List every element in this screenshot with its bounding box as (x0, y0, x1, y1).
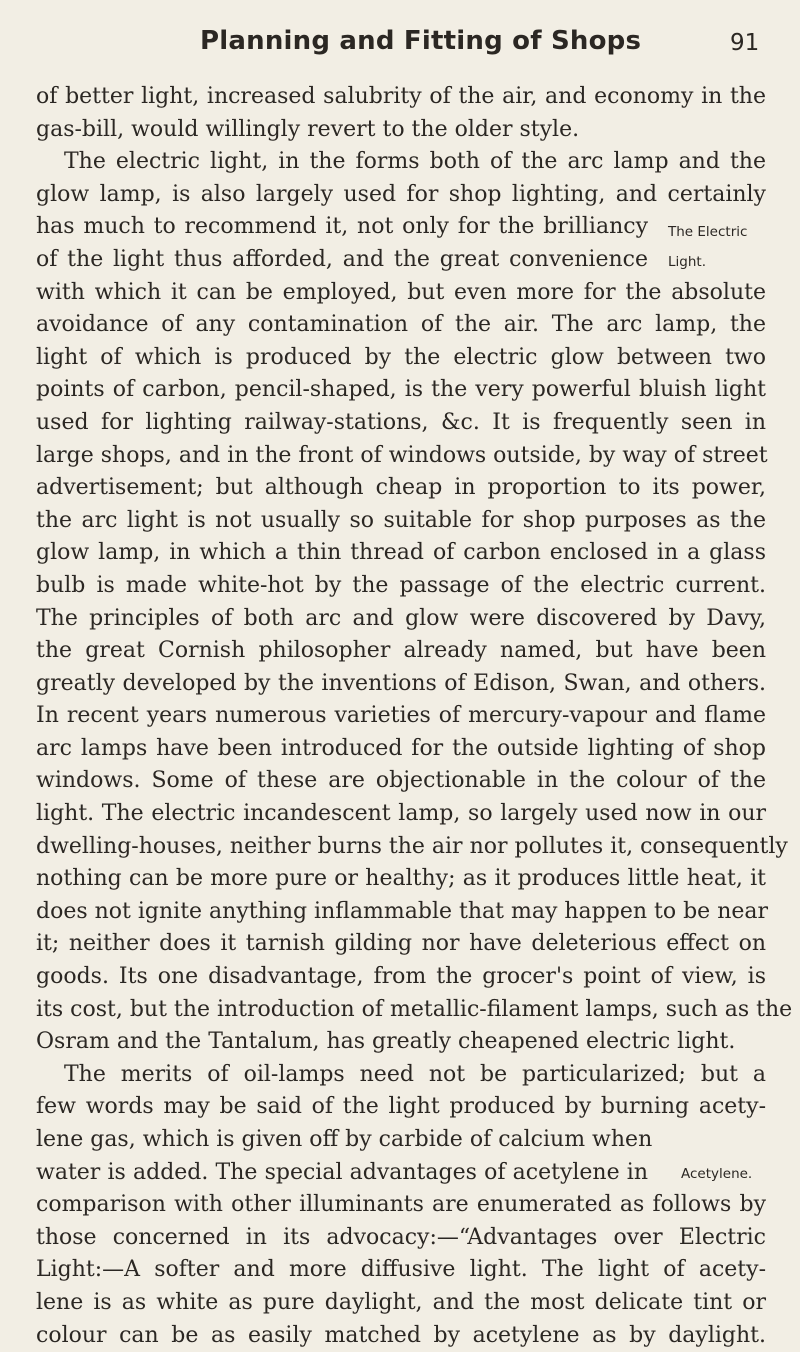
text-line: water is added. The special advantages of acetylene in (36, 1159, 648, 1185)
text-line: arc lamps have been introduced for the outside lighting of shop (36, 735, 766, 761)
page-number: 91 (730, 30, 760, 56)
text-line: its cost, but the introduction of metallic-filament lamps, such as the (36, 996, 793, 1022)
text-line: The principles of both arc and glow were discovered by Davy, (36, 605, 766, 631)
text-line: lene gas, which is given off by carbide of calcium when (36, 1127, 653, 1152)
running-title: Planning and Fitting of Shops (200, 26, 642, 56)
text-line: used for lighting railway-stations, &c. It is frequently seen in (36, 409, 766, 435)
text-line: the great Cornish philosopher already named, but have been (36, 638, 766, 664)
text-line: advertisement; but although cheap in proportion to its power, (36, 475, 766, 501)
text-line: dwelling-houses, neither burns the air nor pollutes it, consequently (36, 833, 788, 859)
text-line: has much to recommend it, not only for the brilliancy (36, 214, 648, 240)
text-line: comparison with other illuminants are enumerated as follows by (36, 1192, 766, 1218)
side-note-electric-light-line1: The Electric (668, 224, 748, 240)
side-note-acetylene: Acetylene. (681, 1166, 753, 1182)
text-line: large shops, and in the front of windows outside, by way of street (36, 442, 768, 468)
text-line: light. The electric incandescent lamp, so largely used now in our (36, 801, 766, 827)
side-note-electric-light-line2: Light. (668, 254, 706, 270)
text-line: colour can be as easily matched by acetylene as by daylight. (36, 1322, 766, 1348)
text-line: The merits of oil-lamps need not be particularized; but a (64, 1061, 766, 1087)
text-line: lene is as white as pure daylight, and the most delicate tint or (36, 1289, 766, 1315)
text-line: of the light thus afforded, and the great convenience (36, 246, 648, 272)
text-line: windows. Some of these are objectionable in the colour of the (36, 768, 766, 794)
text-line: gas-bill, would willingly revert to the older style. (36, 116, 580, 142)
running-head (0, 20, 800, 60)
text-line: greatly developed by the inventions of Edison, Swan, and others. (36, 670, 766, 696)
text-line: glow lamp, in which a thin thread of carbon enclosed in a glass (36, 540, 766, 566)
text-line: does not ignite anything inflammable that may happen to be near (36, 898, 769, 924)
text-line: it; neither does it tarnish gilding nor have deleterious effect on (36, 931, 766, 957)
text-line: those concerned in its advocacy:—“Advantages over Electric (36, 1224, 766, 1250)
text-line: The electric light, in the forms both of the arc lamp and the (64, 149, 766, 175)
text-line: light of which is produced by the electric glow between two (36, 344, 766, 370)
text-line: In recent years numerous varieties of mercury-vapour and flame (36, 703, 766, 729)
text-line: Osram and the Tantalum, has greatly cheapened electric light. (36, 1029, 736, 1055)
text-line: avoidance of any contamination of the air. The arc lamp, the (36, 312, 766, 338)
text-line: few words may be said of the light produced by burning acety- (36, 1094, 766, 1120)
text-line: goods. Its one disadvantage, from the grocer's point of view, is (36, 964, 766, 990)
body-text (36, 81, 793, 1352)
text-line: Light:—A softer and more diffusive light. The light of acety- (36, 1257, 766, 1283)
text-line: with which it can be employed, but even more for the absolute (36, 279, 766, 305)
text-line: of better light, increased salubrity of the air, and economy in the (36, 84, 766, 109)
text-line: glow lamp, is also largely used for shop lighting, and certainly (36, 181, 766, 207)
text-line: nothing can be more pure or healthy; as it produces little heat, it (36, 866, 766, 892)
text-line: bulb is made white-hot by the passage of the electric current. (36, 572, 766, 598)
text-line: the arc light is not usually so suitable for shop purposes as the (36, 507, 766, 533)
text-line: points of carbon, pencil-shaped, is the very powerful bluish light (36, 377, 766, 403)
